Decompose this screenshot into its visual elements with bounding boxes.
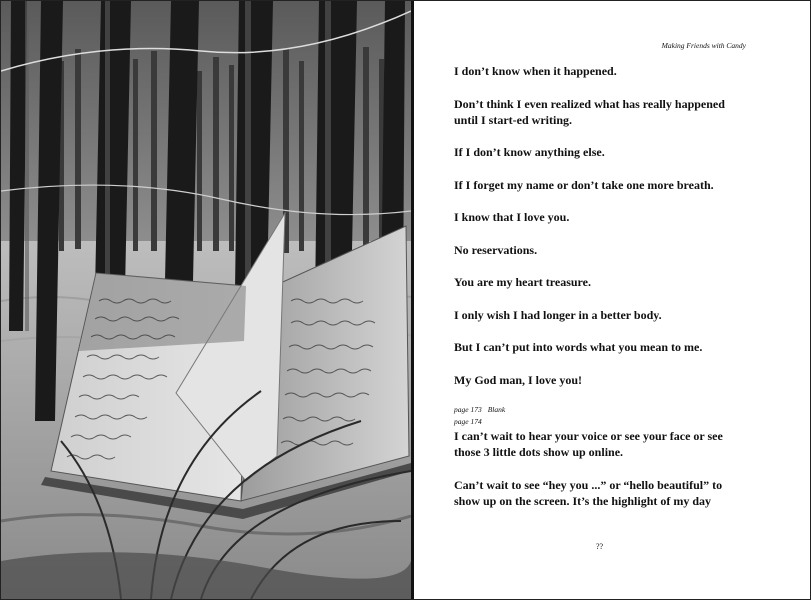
photo-illustration — [1, 1, 411, 599]
page-note-174 — [454, 416, 750, 428]
paragraph: I don’t know when it happened. — [454, 64, 617, 78]
photo-open-journal-by-fence — [1, 1, 411, 599]
page-note-number: page 173 — [454, 405, 482, 414]
paragraph: I only wish I had longer in a better body. — [454, 307, 662, 322]
page-body — [454, 63, 750, 509]
paragraph: Don’t think I even realized what has really happened until I start-ed writing. — [454, 96, 725, 127]
paragraph: You are my heart treasure. — [454, 275, 591, 289]
paragraph: My God man, I love you! — [454, 372, 583, 387]
running-head: Making Friends with Candy — [661, 41, 746, 50]
paragraph: No reservations. — [454, 242, 538, 257]
page-note-status: Blank — [487, 405, 506, 414]
paragraph: But I can’t put into words what you mean to me. — [454, 340, 703, 354]
page-number: ?? — [596, 542, 604, 551]
paragraph: If I forget my name or don’t take one more breath. — [454, 177, 714, 192]
page-note-173 — [454, 404, 750, 416]
paragraph: I can’t wait to hear your voice or see your face or see those 3 little dots show up online. — [454, 429, 723, 459]
paragraph: Can’t wait to see “hey you ...” or “hello beautiful” to show up on the screen. It’s the highlight of my day — [454, 477, 723, 508]
paragraph: I know that I love you. — [454, 210, 570, 224]
paragraph: If I don’t know anything else. — [454, 145, 605, 159]
text-page — [414, 1, 810, 599]
page-note-number: page 174 — [454, 417, 482, 426]
